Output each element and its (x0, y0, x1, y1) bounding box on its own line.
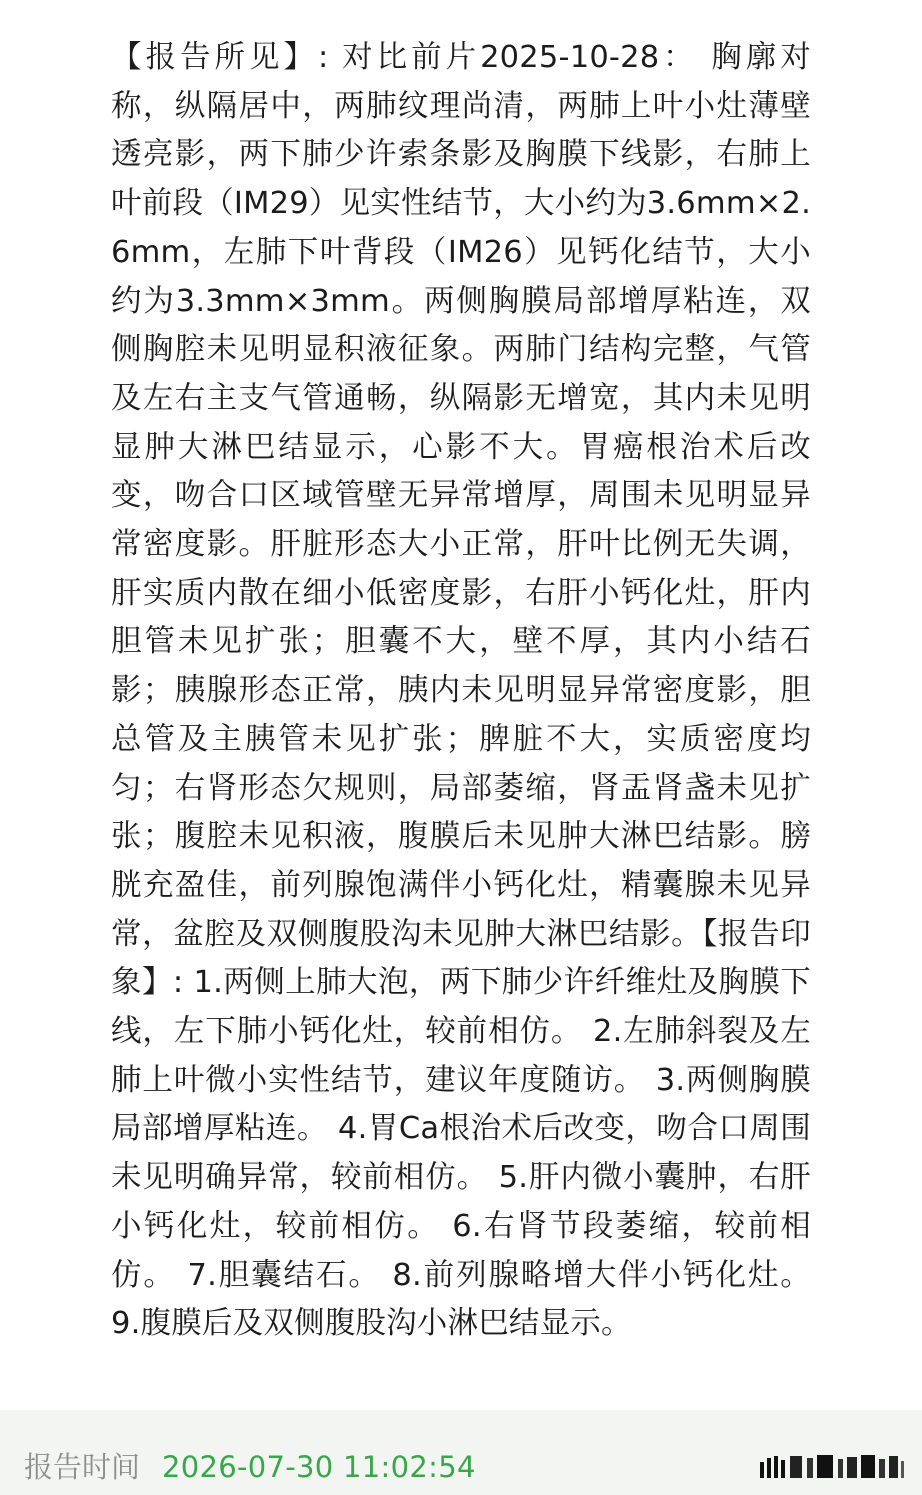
report-footer (0, 1438, 922, 1495)
signal-bars-icon (760, 1454, 910, 1480)
footer-divider (0, 1410, 922, 1438)
report-timestamp: 2026-07-30 11:02:54 (162, 1450, 476, 1484)
report-time-label: 报告时间 (24, 1450, 141, 1484)
report-findings-text: 【报告所见】: 对比前片2025-10-28： 胸廓对称，纵隔居中，两肺纹理尚清，两肺上叶小灶薄壁透亮影，两下肺少许索条影及胸膜下线影，右肺上叶前段（IM29）见实性结节，大小约为3.6mm×2.6mm，左肺下叶背段（IM26）见钙化结节，大小约为3.3mm×3mm。两侧胸膜局部增厚粘连，双侧胸腔未见明显积液征象。两肺门结构完整，气管及左右主支气管通畅，纵隔影无增宽，其内未见明显肿大淋巴结显示，心影不大。胃癌根治术后改变，吻合口区域管壁无异常增厚，周围未见明显异常密度影。肝脏形态大小正常，肝叶比例无失调，肝实质内散在细小低密度影，右肝小钙化灶，肝内胆管未见扩张；胆囊不大，壁不厚，其内小结石影；胰腺形态正常，胰内未见明显异常密度影，胆总管及主胰管未见扩张；脾脏不大，实质密度均匀；右肾形态欠规则，局部萎缩，肾盂肾盏未见扩张；腹腔未见积液，腹膜后未见肿大淋巴结影。膀胱充盈佳，前列腺饱满伴小钙化灶，精囊腺未见异常，盆腔及双侧腹股沟未见肿大淋巴结影。【报告印象】: 1.两侧上肺大泡，两下肺少许纤维灶及胸膜下线，左下肺小钙化灶，较前相仿。 2.左肺斜裂及左肺上叶微小实性结节，建议年度随访。 3.两侧胸膜局部增厚粘连。 4.胃Ca根治术后改变，吻合口周围未见明确异常，较前相仿。 5.肝内微小囊肿，右肝小钙化灶，较前相仿。 6.右肾节段萎缩，较前相仿。 7.胆囊结石。 8.前列腺略增大伴小钙化灶。 9.腹膜后及双侧腹股沟小淋巴结显示。 (111, 40, 812, 1342)
